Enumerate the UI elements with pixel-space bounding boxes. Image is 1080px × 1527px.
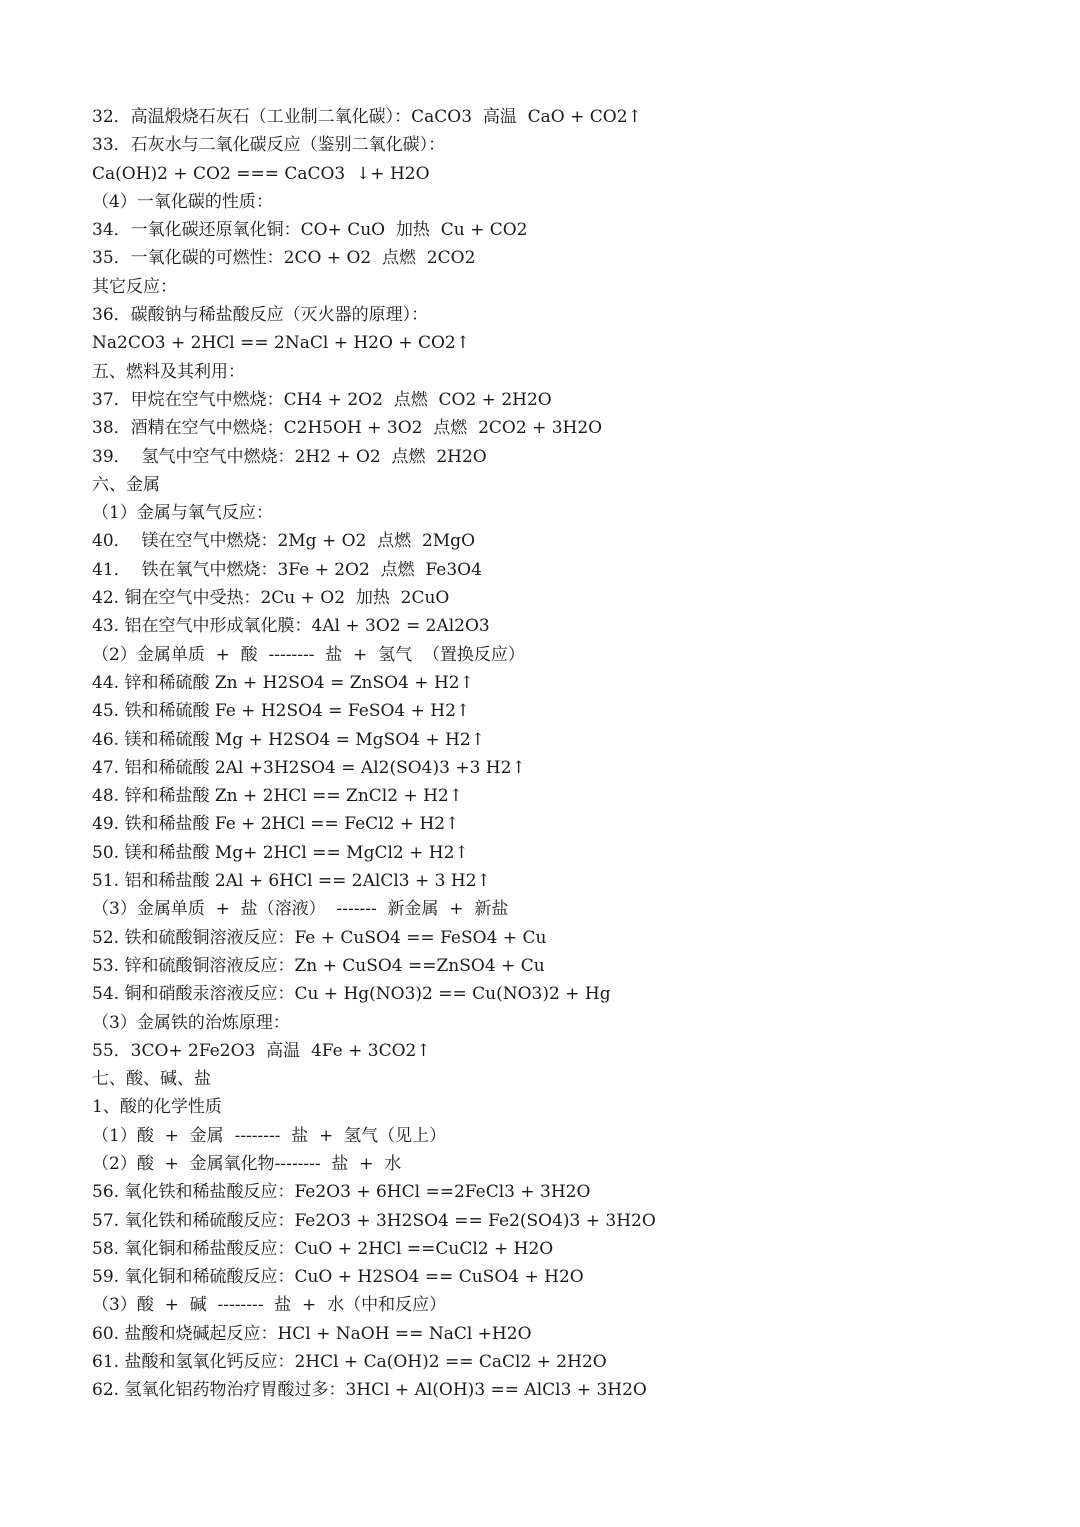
text-line: 38．酒精在空气中燃烧：C2H5OH + 3O2 点燃 2CO2 + 3H2O xyxy=(92,418,603,439)
document-page xyxy=(92,103,1032,1405)
text-line: 六、金属 xyxy=(92,474,160,495)
text-line: 39． 氢气中空气中燃烧：2H2 + O2 点燃 2H2O xyxy=(92,446,487,467)
text-line: （2）酸 + 金属氧化物-------- 盐 + 水 xyxy=(92,1153,402,1174)
text-line: 48. 锌和稀盐酸 Zn + 2HCl == ZnCl2 + H2↑ xyxy=(92,786,463,807)
text-line: 62. 氢氧化铝药物治疗胃酸过多：3HCl + Al(OH)3 == AlCl3 + 3H2O xyxy=(92,1380,647,1401)
text-line: （4）一氧化碳的性质： xyxy=(92,191,273,212)
text-line: （1）酸 + 金属 -------- 盐 + 氢气（见上） xyxy=(92,1125,447,1146)
text-line: 53. 锌和硫酸铜溶液反应：Zn + CuSO4 ==ZnSO4 + Cu xyxy=(92,955,545,976)
text-line: 43. 铝在空气中形成氧化膜：4Al + 3O2 = 2Al2O3 xyxy=(92,616,490,637)
text-line: （3）金属单质 + 盐（溶液） ------- 新金属 + 新盐 xyxy=(92,899,509,920)
text-line: 49. 铁和稀盐酸 Fe + 2HCl == FeCl2 + H2↑ xyxy=(92,814,460,835)
text-line: 47. 铝和稀硫酸 2Al +3H2SO4 = Al2(SO4)3 +3 H2↑ xyxy=(92,757,526,778)
text-line: 50. 镁和稀盐酸 Mg+ 2HCl == MgCl2 + H2↑ xyxy=(92,842,469,863)
text-line: 42. 铜在空气中受热：2Cu + O2 加热 2CuO xyxy=(92,588,450,609)
text-line: 57. 氧化铁和稀硫酸反应：Fe2O3 + 3H2SO4 == Fe2(SO4)3 + 3H2O xyxy=(92,1210,656,1231)
text-line: 51. 铝和稀盐酸 2Al + 6HCl == 2AlCl3 + 3 H2↑ xyxy=(92,871,491,892)
text-line: 其它反应： xyxy=(92,276,177,297)
text-line: Ca(OH)2 + CO2 === CaCO3 ↓+ H2O xyxy=(92,163,430,184)
text-line: 44. 锌和稀硫酸 Zn + H2SO4 = ZnSO4 + H2↑ xyxy=(92,672,474,693)
text-line: 33．石灰水与二氧化碳反应（鉴别二氧化碳）： xyxy=(92,135,446,156)
text-line: 五、燃料及其利用： xyxy=(92,361,245,382)
text-line: 46. 镁和稀硫酸 Mg + H2SO4 = MgSO4 + H2↑ xyxy=(92,729,485,750)
text-line: Na2CO3 + 2HCl == 2NaCl + H2O + CO2↑ xyxy=(92,333,470,354)
text-line: 56. 氧化铁和稀盐酸反应：Fe2O3 + 6HCl ==2FeCl3 + 3H2O xyxy=(92,1182,591,1203)
text-line: 58. 氧化铜和稀盐酸反应：CuO + 2HCl ==CuCl2 + H2O xyxy=(92,1238,554,1259)
text-line: 52. 铁和硫酸铜溶液反应：Fe + CuSO4 == FeSO4 + Cu xyxy=(92,927,547,948)
text-line: 61. 盐酸和氢氧化钙反应：2HCl + Ca(OH)2 == CaCl2 + 2H2O xyxy=(92,1352,607,1373)
text-line: 45. 铁和稀硫酸 Fe + H2SO4 = FeSO4 + H2↑ xyxy=(92,701,471,722)
text-line: 七、酸、碱、盐 xyxy=(92,1069,211,1090)
text-line: 35．一氧化碳的可燃性：2CO + O2 点燃 2CO2 xyxy=(92,248,476,269)
text-line: （2）金属单质 + 酸 -------- 盐 + 氢气 （置换反应） xyxy=(92,644,525,665)
text-line: 36．碳酸钠与稀盐酸反应（灭火器的原理）： xyxy=(92,305,429,326)
text-line: 37．甲烷在空气中燃烧：CH4 + 2O2 点燃 CO2 + 2H2O xyxy=(92,389,552,410)
text-line: 59. 氧化铜和稀硫酸反应：CuO + H2SO4 == CuSO4 + H2O xyxy=(92,1267,584,1288)
text-line: 54. 铜和硝酸汞溶液反应：Cu + Hg(NO3)2 == Cu(NO3)2 + Hg xyxy=(92,984,611,1005)
text-line: （3）金属铁的治炼原理： xyxy=(92,1012,290,1033)
text-line: 32．高温煅烧石灰石（工业制二氧化碳）：CaCO3 高温 CaO + CO2↑ xyxy=(92,107,642,127)
text-line: 41． 铁在氧气中燃烧：3Fe + 2O2 点燃 Fe3O4 xyxy=(92,559,482,580)
text-line: 60. 盐酸和烧碱起反应：HCl + NaOH == NaCl +H2O xyxy=(92,1323,532,1344)
text-line: 34．一氧化碳还原氧化铜：CO+ CuO 加热 Cu + CO2 xyxy=(92,220,528,241)
text-line: （3）酸 + 碱 -------- 盐 + 水（中和反应） xyxy=(92,1295,447,1316)
text-line: （1）金属与氧气反应： xyxy=(92,503,273,524)
text-line: 1、酸的化学性质 xyxy=(92,1097,222,1118)
text-line: 55．3CO+ 2Fe2O3 高温 4Fe + 3CO2↑ xyxy=(92,1040,431,1061)
text-line: 40． 镁在空气中燃烧：2Mg + O2 点燃 2MgO xyxy=(92,531,476,552)
